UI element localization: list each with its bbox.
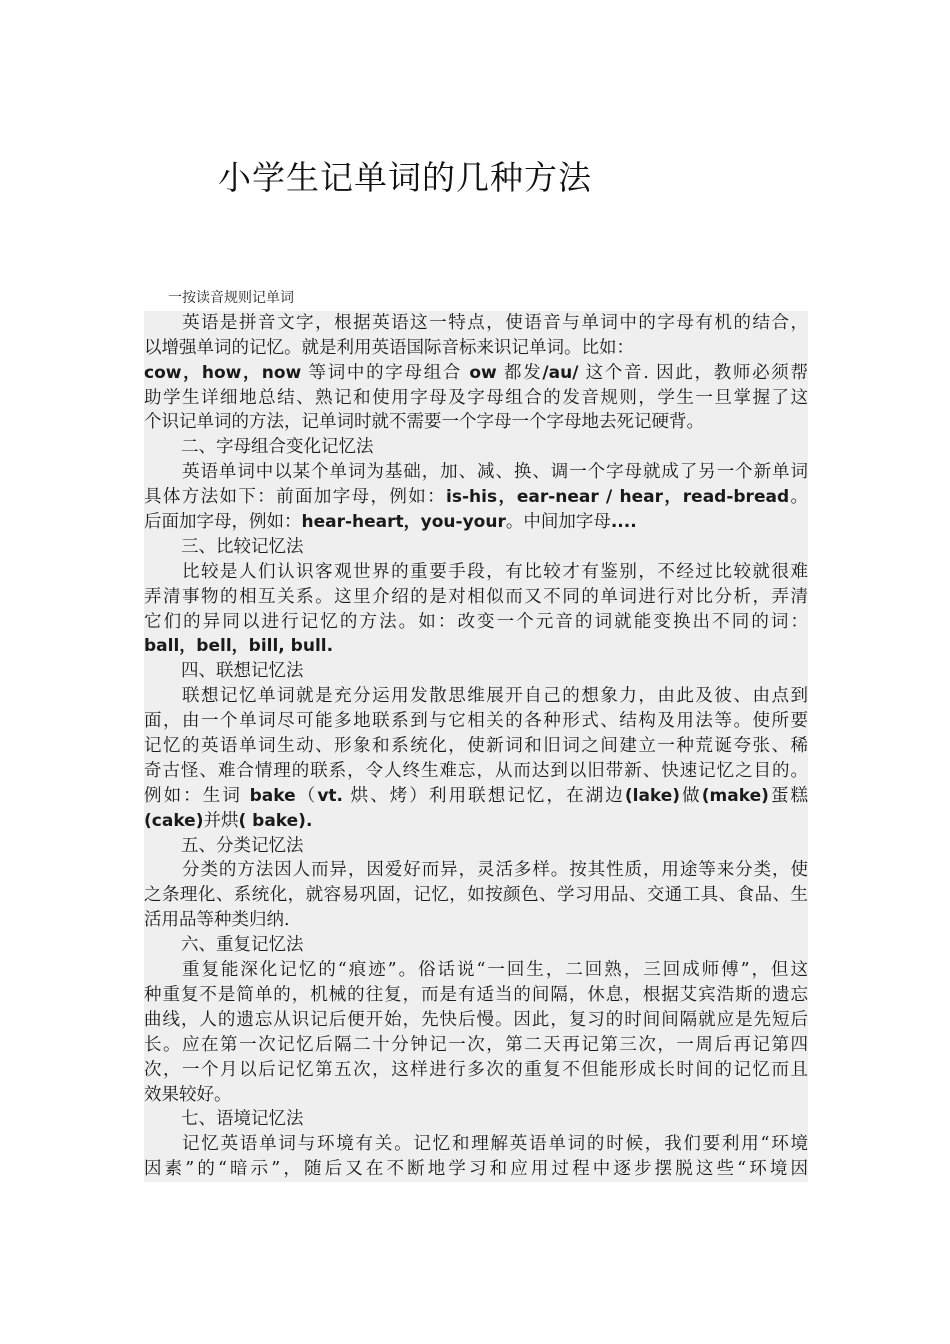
section-heading	[144, 286, 808, 311]
section-heading	[144, 1107, 808, 1132]
text-run: 联想记忆单词就是充分运用发散思维展开自己的想象力，由此及彼、由点到	[182, 686, 808, 707]
paragraph-line	[144, 684, 808, 709]
text-run: 长。应在第一次记忆后隔二十分钟记一次，第二天再记第三次，一周后再记第四	[144, 1034, 808, 1055]
paragraph-line	[144, 460, 808, 485]
paragraph-line	[144, 361, 808, 386]
english-text: vt.	[317, 785, 343, 806]
text-run: 分类的方法因人而异，因爱好而异，灵活多样。按其性质，用途等来分类，使	[182, 860, 808, 881]
text-run: 五、分类记忆法	[181, 835, 304, 856]
english-text: (make)	[701, 785, 769, 806]
text-run: 以增强单词的记忆。就是利用英语国际音标来识记单词。比如：	[144, 337, 634, 358]
text-run: 这个音. 因此，教师必须帮	[578, 362, 809, 383]
section-heading	[144, 834, 808, 859]
paragraph-line	[144, 709, 808, 734]
text-run: 英语单词中以某个单词为基础，加、减、换、调一个字母就成了另一个新单词	[182, 462, 808, 483]
paragraph-line	[144, 386, 808, 411]
text-run: 英语是拼音文字，根据英语这一特点，使语音与单词中的字母有机的结合，	[182, 312, 808, 333]
text-run: 七、语境记忆法	[181, 1109, 304, 1130]
text-run: 因素”的“暗示”，随后又在不断地学习和应用过程中逐步摆脱这些“环境因	[144, 1159, 808, 1180]
paragraph-line	[144, 958, 808, 983]
english-text: (lake)	[624, 785, 681, 806]
section-heading	[144, 435, 808, 460]
english-text: ( bake).	[238, 810, 313, 831]
text-run: 记忆英语单词与环境有关。记忆和理解英语单词的时候，我们要利用“环境	[182, 1134, 808, 1155]
section-heading	[144, 933, 808, 958]
document-title: 小学生记单词的几种方法	[218, 158, 592, 197]
text-run: 奇古怪、难合情理的联系，令人终生难忘，从而达到以旧带新、快速记忆之目的。	[144, 760, 808, 781]
text-run: 。中间加字母	[505, 512, 611, 533]
text-run: 四、联想记忆法	[181, 661, 304, 682]
paragraph-line	[144, 410, 808, 435]
paragraph-line	[144, 485, 808, 510]
paragraph-line	[144, 858, 808, 883]
english-text: is-his，ear-near / hear，read-bread	[446, 487, 790, 508]
paragraph-line	[144, 1033, 808, 1058]
paragraph-line	[144, 336, 808, 361]
english-text: cow，how，now	[144, 362, 302, 383]
text-run: 蛋糕	[768, 785, 809, 806]
english-text: /au/	[542, 362, 579, 383]
text-run: 具体方法如下：前面加字母，例如：	[144, 487, 447, 508]
paragraph-line	[144, 1058, 808, 1083]
english-text: ow	[469, 362, 497, 383]
paragraph-line	[144, 610, 808, 635]
paragraph-line	[144, 784, 808, 809]
text-run: 比较是人们认识客观世界的重要手段，有比较才有鉴别，不经过比较就很难	[182, 561, 808, 582]
text-run: 后面加字母，例如：	[144, 512, 302, 533]
paragraph-line	[144, 311, 808, 336]
paragraph-line	[144, 759, 808, 784]
english-text: ball，bell，bill, bull.	[144, 636, 334, 657]
paragraph-line	[144, 983, 808, 1008]
text-run: （	[295, 785, 318, 806]
paragraph-line	[144, 1157, 808, 1182]
text-run: 曲线，人的遗忘从识记后便开始，先快后慢。因此，复习的时间间隔就应是先短后	[144, 1009, 808, 1030]
text-run: 弄清事物的相互关系。这里介绍的是对相似而又不同的单词进行对比分析，弄清	[144, 586, 808, 607]
paragraph-line	[144, 734, 808, 759]
paragraph-line	[144, 809, 808, 834]
text-run: 例如：生词	[144, 785, 250, 806]
section-heading	[144, 535, 808, 560]
text-run: 次，一个月以后记忆第五次，这样进行多次的重复不但能形成长时间的记忆而且	[144, 1059, 808, 1080]
paragraph-line	[144, 634, 808, 659]
text-run: 之条理化、系统化，就容易巩固，记忆，如按颜色、学习用品、交通工具、食品、生	[144, 885, 808, 906]
text-run: 三、比较记忆法	[181, 536, 304, 557]
paragraph-line	[144, 585, 808, 610]
paragraph-line	[144, 883, 808, 908]
text-run: 重复能深化记忆的“痕迹”。俗话说“一回生，二回熟，三回成师傅”，但这	[182, 960, 808, 981]
english-text: ....	[610, 512, 637, 533]
paragraph-line	[144, 1083, 808, 1108]
text-run: 一按读音规则记单词	[168, 290, 294, 306]
text-run: 做	[680, 785, 702, 806]
english-text: (cake)	[144, 810, 204, 831]
english-text: hear-heart，you-your	[301, 512, 506, 533]
text-run: 记忆的英语单词生动、形象和系统化，使新词和旧词之间建立一种荒诞夸张、稀	[144, 736, 808, 757]
text-run: 并烘	[203, 810, 239, 831]
text-run: 效果较好。	[144, 1084, 232, 1105]
english-text: bake	[249, 785, 296, 806]
text-run: 。	[789, 487, 809, 508]
text-run: 助学生详细地总结、熟记和使用字母及字母组合的发音规则，学生一旦掌握了这	[144, 387, 808, 408]
text-run: 都发	[496, 362, 543, 383]
text-run: 二、字母组合变化记忆法	[181, 437, 374, 458]
text-run: 等词中的字母组合	[301, 362, 470, 383]
text-run: 六、重复记忆法	[181, 935, 304, 956]
paragraph-line	[144, 908, 808, 933]
text-run: 种重复不是简单的，机械的往复，而是有适当的间隔，休息，根据艾宾浩斯的遗忘	[144, 984, 808, 1005]
paragraph-line	[144, 510, 808, 535]
text-run: 面，由一个单词尽可能多地联系到与它相关的各种形式、结构及用法等。使所要	[144, 711, 808, 732]
text-run: 它们的异同以进行记忆的方法。如：改变一个元音的词就能变换出不同的词：	[144, 611, 808, 632]
paragraph-line	[144, 1132, 808, 1157]
document-body	[144, 286, 808, 1182]
section-heading	[144, 659, 808, 684]
text-run: 烘、烤）利用联想记忆，在湖边	[342, 785, 625, 806]
text-run: 个识记单词的方法，记单词时就不需要一个字母一个字母地去死记硬背。	[144, 412, 704, 433]
paragraph-line	[144, 1008, 808, 1033]
text-run: 活用品等种类归纳.	[144, 910, 290, 931]
paragraph-line	[144, 560, 808, 585]
